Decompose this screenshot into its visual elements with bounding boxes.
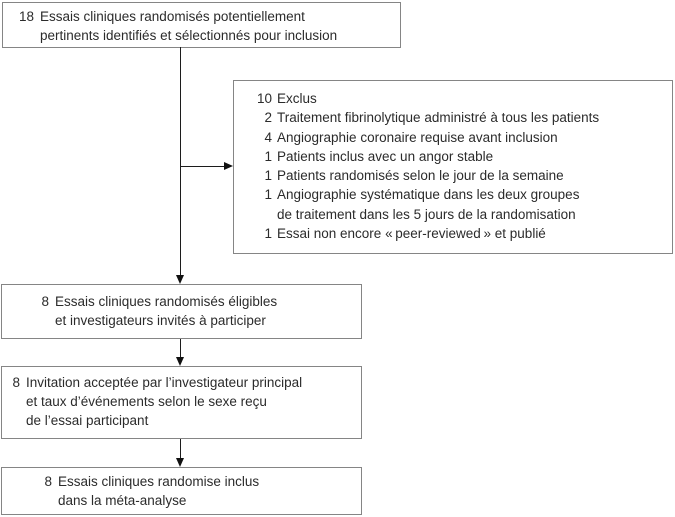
reason-text	[277, 108, 599, 127]
exclusion-reason	[250, 108, 672, 127]
reason-text-line: Essai non encore « peer-reviewed » et publié	[277, 226, 546, 242]
box-text-line: Essais cliniques randomisés potentiellement	[40, 9, 305, 24]
exclusion-reason	[250, 185, 672, 224]
box-text	[26, 373, 302, 430]
box-count: 8	[41, 294, 49, 309]
reason-count: 4	[264, 129, 272, 145]
box-entry	[2, 472, 361, 510]
box-text-line: de l’essai participant	[26, 413, 149, 428]
box-text-line: Invitation acceptée par l’investigateur principal	[26, 375, 303, 390]
box-text-line: et taux d’événements selon le sexe reçu	[26, 394, 267, 409]
flow-box-accepted	[1, 366, 362, 439]
reason-text	[277, 224, 546, 243]
reason-count: 1	[264, 148, 272, 164]
exclusion-reason	[250, 166, 672, 185]
reason-count: 2	[264, 110, 272, 126]
flow-box-included	[1, 467, 362, 515]
excluded-content	[234, 89, 672, 243]
exclusion-reason	[250, 128, 672, 147]
reason-text	[277, 166, 564, 185]
box-text	[55, 292, 277, 330]
connector-main-vertical-line	[180, 47, 181, 275]
arrow-down-icon	[176, 458, 184, 467]
box-entry	[2, 292, 361, 330]
reason-text-line: Angiographie systématique dans les deux groupes	[277, 187, 580, 203]
box-text-line: et investigateurs invités à participer	[55, 313, 266, 328]
excluded-header	[250, 89, 672, 108]
flow-box-identified	[2, 2, 401, 48]
reason-count: 1	[264, 168, 272, 184]
reason-text-line: Patients randomisés selon le jour de la semaine	[277, 168, 564, 184]
box-text	[58, 472, 259, 510]
box-entry	[2, 373, 361, 430]
reason-text-line: Traitement fibrinolytique administré à tous les patients	[277, 110, 600, 126]
box-text	[277, 89, 317, 108]
excluded-header-label: Exclus	[277, 91, 317, 106]
connector-exclusion-branch-line	[180, 166, 224, 167]
box-text	[40, 7, 337, 45]
box-text-line: dans la méta-analyse	[58, 493, 187, 508]
reason-text	[277, 147, 493, 166]
connector-eligible-accepted-line	[180, 339, 181, 358]
arrow-down-icon	[176, 275, 184, 284]
reason-text-line: Angiographie coronaire requise avant inclusion	[277, 129, 558, 145]
reason-text-line: Patients inclus avec un angor stable	[277, 148, 494, 164]
connector-accepted-included-line	[180, 439, 181, 458]
flow-box-eligible	[1, 284, 362, 339]
box-text-line: Essais cliniques randomise inclus	[58, 474, 260, 489]
reason-count: 1	[264, 226, 272, 242]
reason-count: 1	[264, 187, 272, 203]
arrow-down-icon	[176, 357, 184, 366]
arrow-right-icon	[224, 162, 233, 170]
box-count: 10	[256, 91, 272, 106]
box-entry	[3, 7, 400, 45]
exclusion-reason	[250, 147, 672, 166]
reason-text	[277, 185, 579, 224]
box-count: 8	[12, 375, 20, 390]
flow-box-excluded	[233, 80, 673, 254]
exclusion-reason	[250, 224, 672, 243]
box-count: 18	[18, 9, 34, 24]
reason-text	[277, 128, 558, 147]
box-text-line: Essais cliniques randomisés éligibles	[55, 294, 278, 309]
box-count: 8	[44, 474, 52, 489]
reason-text-line: de traitement dans les 5 jours de la randomisation	[277, 206, 576, 222]
box-text-line: pertinents identifiés et sélectionnés pour inclusion	[40, 28, 338, 43]
